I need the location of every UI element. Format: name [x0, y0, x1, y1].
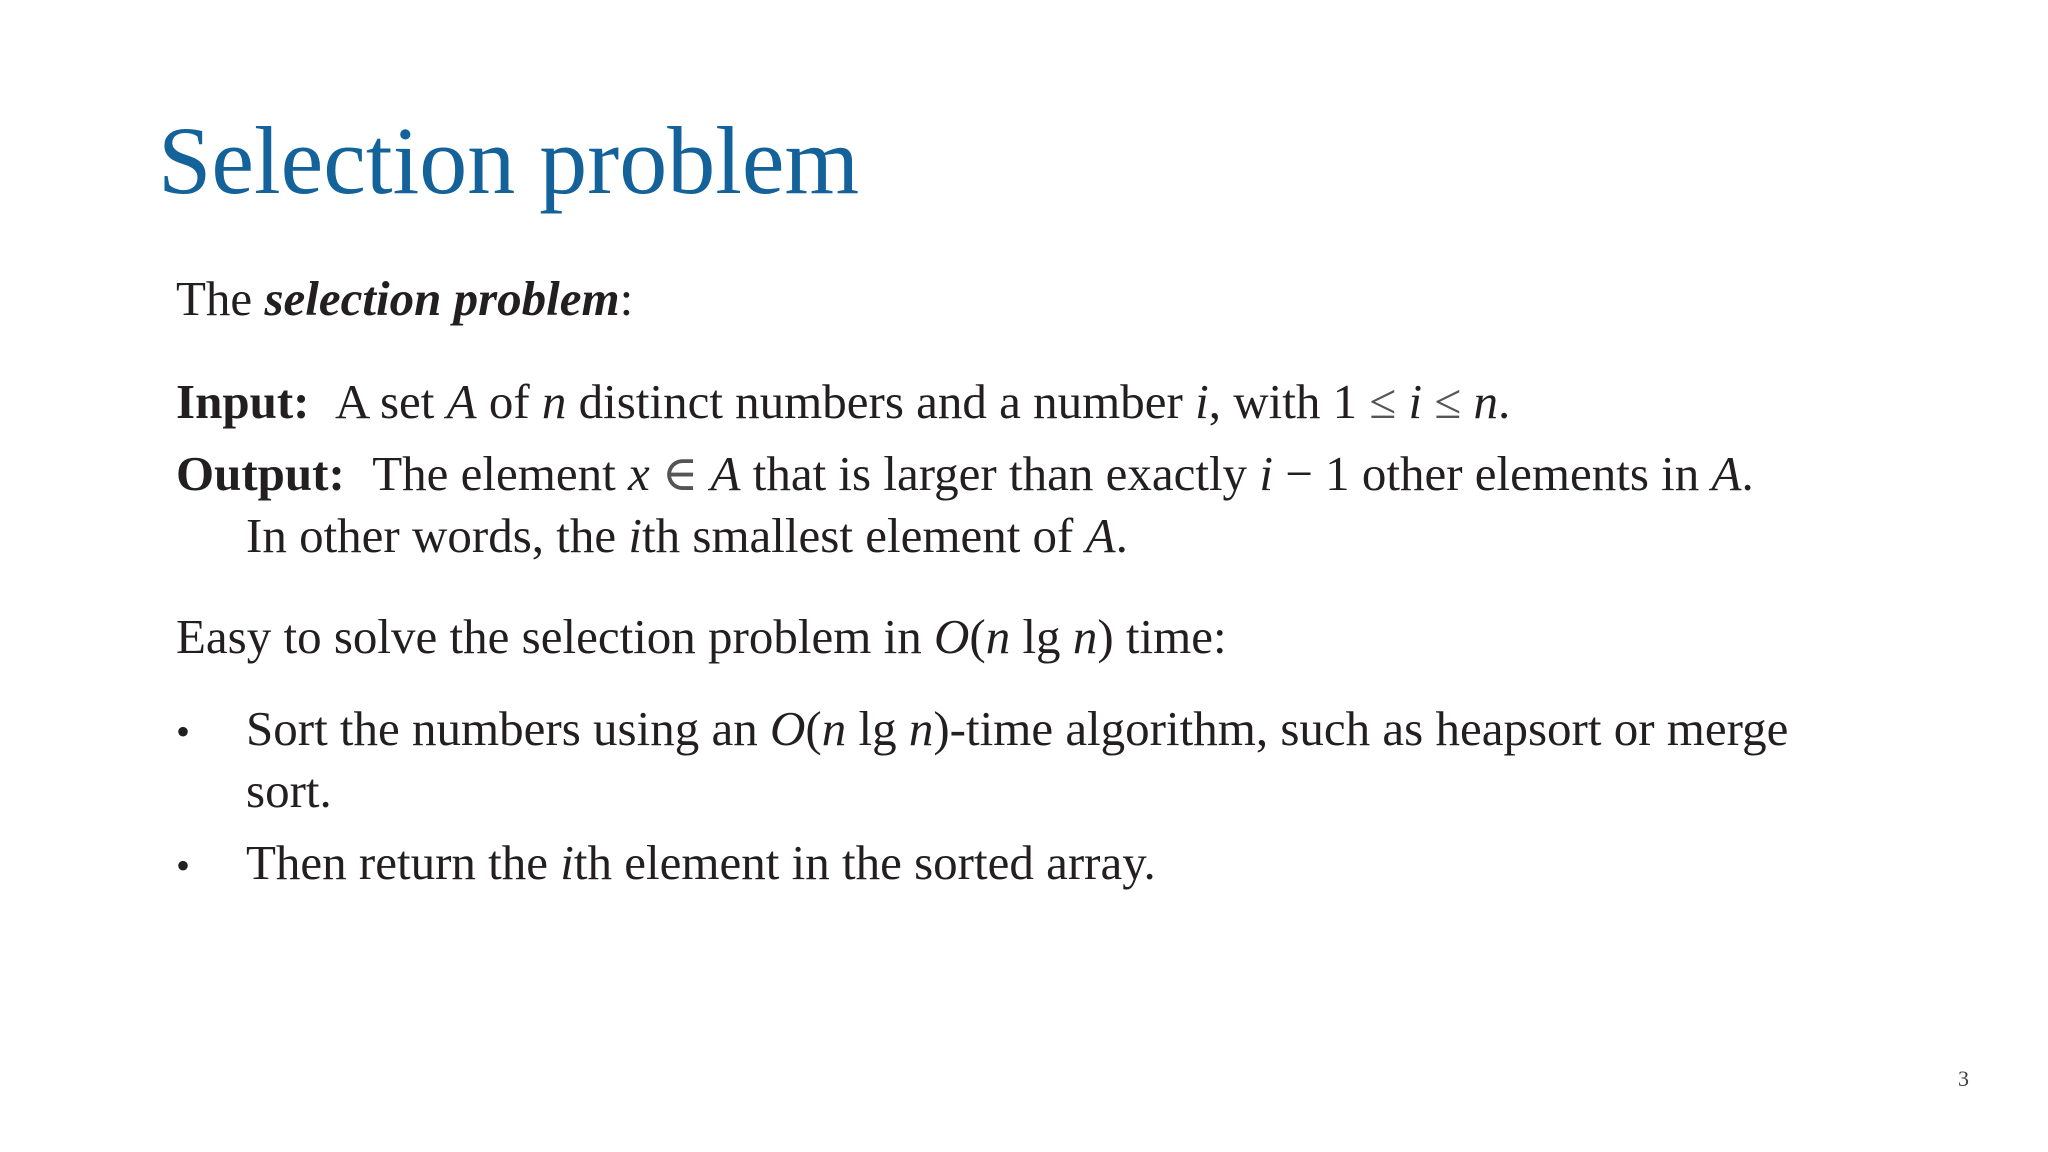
- input-var-n: n: [541, 374, 567, 429]
- input-le-1: ≤: [1369, 374, 1397, 429]
- output-var-i: i: [1259, 446, 1273, 501]
- input-label: Input:: [176, 374, 310, 429]
- input-line: [176, 373, 1876, 432]
- output-cont-var-i: i: [628, 508, 643, 563]
- output-label: Output:: [176, 446, 345, 501]
- intro-term: selection problem: [264, 271, 620, 326]
- output-text-3: other elements in: [1361, 446, 1700, 501]
- output-text-2: that is larger than exactly: [752, 446, 1248, 501]
- output-minus-one: − 1: [1285, 446, 1350, 501]
- easy-var-n: n: [985, 609, 1011, 664]
- bullet1-text-2: -time algorithm, such as heapsort or merge: [949, 701, 1789, 756]
- input-end: .: [1498, 374, 1511, 429]
- bullet-marker: •: [176, 709, 191, 754]
- output-var-A: A: [710, 446, 741, 501]
- output-text-1: The element: [372, 446, 616, 501]
- input-text-4: , with 1: [1208, 374, 1358, 429]
- intro-line: [176, 270, 1876, 329]
- input-text-2: of: [488, 374, 530, 429]
- input-var-i-2: i: [1408, 374, 1423, 429]
- bullet2-text-2: th element in the sorted array.: [573, 835, 1156, 890]
- input-var-i: i: [1195, 374, 1209, 429]
- bullet1-lg: lg: [858, 701, 897, 756]
- output-cont-text-2: th smallest element of: [642, 508, 1074, 563]
- bullet1-paren-close: ): [933, 701, 950, 756]
- intro-suffix: :: [619, 271, 634, 326]
- easy-var-n-2: n: [1072, 609, 1098, 664]
- output-in-symbol: ∈: [661, 446, 699, 501]
- input-text-3: distinct numbers and a number: [578, 374, 1183, 429]
- bullet1-big-o: O: [769, 701, 806, 756]
- easy-big-o: O: [933, 609, 970, 664]
- easy-paren-close: ): [1097, 609, 1114, 664]
- bullet1-text-1: Sort the numbers using an: [246, 701, 758, 756]
- output-var-A-2: A: [1711, 446, 1742, 501]
- output-end: .: [1741, 446, 1754, 501]
- bullet-marker: •: [176, 843, 191, 888]
- easy-paren-open: (: [969, 609, 986, 664]
- easy-lg: lg: [1022, 609, 1061, 664]
- input-text-1: A set: [335, 374, 435, 429]
- output-cont-var-A: A: [1085, 508, 1116, 563]
- bullet-item-return: [176, 834, 1876, 893]
- easy-text-2: time:: [1125, 609, 1227, 664]
- output-cont-end: .: [1115, 508, 1128, 563]
- output-var-x: x: [627, 446, 650, 501]
- bullet1-var-n: n: [821, 701, 847, 756]
- intro-prefix: The: [176, 271, 253, 326]
- easy-text-1: Easy to solve the selection problem in: [176, 609, 922, 664]
- easy-line: [176, 608, 1876, 667]
- input-var-n-2: n: [1473, 374, 1499, 429]
- bullet-item-sort: [176, 700, 1876, 759]
- input-le-2: ≤: [1434, 374, 1462, 429]
- bullet1-var-n-2: n: [908, 701, 934, 756]
- bullet1-paren-open: (: [805, 701, 822, 756]
- page-number: 3: [1958, 1066, 1969, 1091]
- output-cont-text-1: In other words, the: [246, 508, 617, 563]
- input-var-A: A: [446, 374, 477, 429]
- slide-title: Selection problem: [158, 107, 860, 214]
- output-continuation: [246, 507, 1946, 566]
- output-line: [176, 445, 1876, 504]
- bullet2-text-1: Then return the: [246, 835, 549, 890]
- bullet1-continuation: sort.: [246, 763, 332, 818]
- bullet2-var-i: i: [560, 835, 574, 890]
